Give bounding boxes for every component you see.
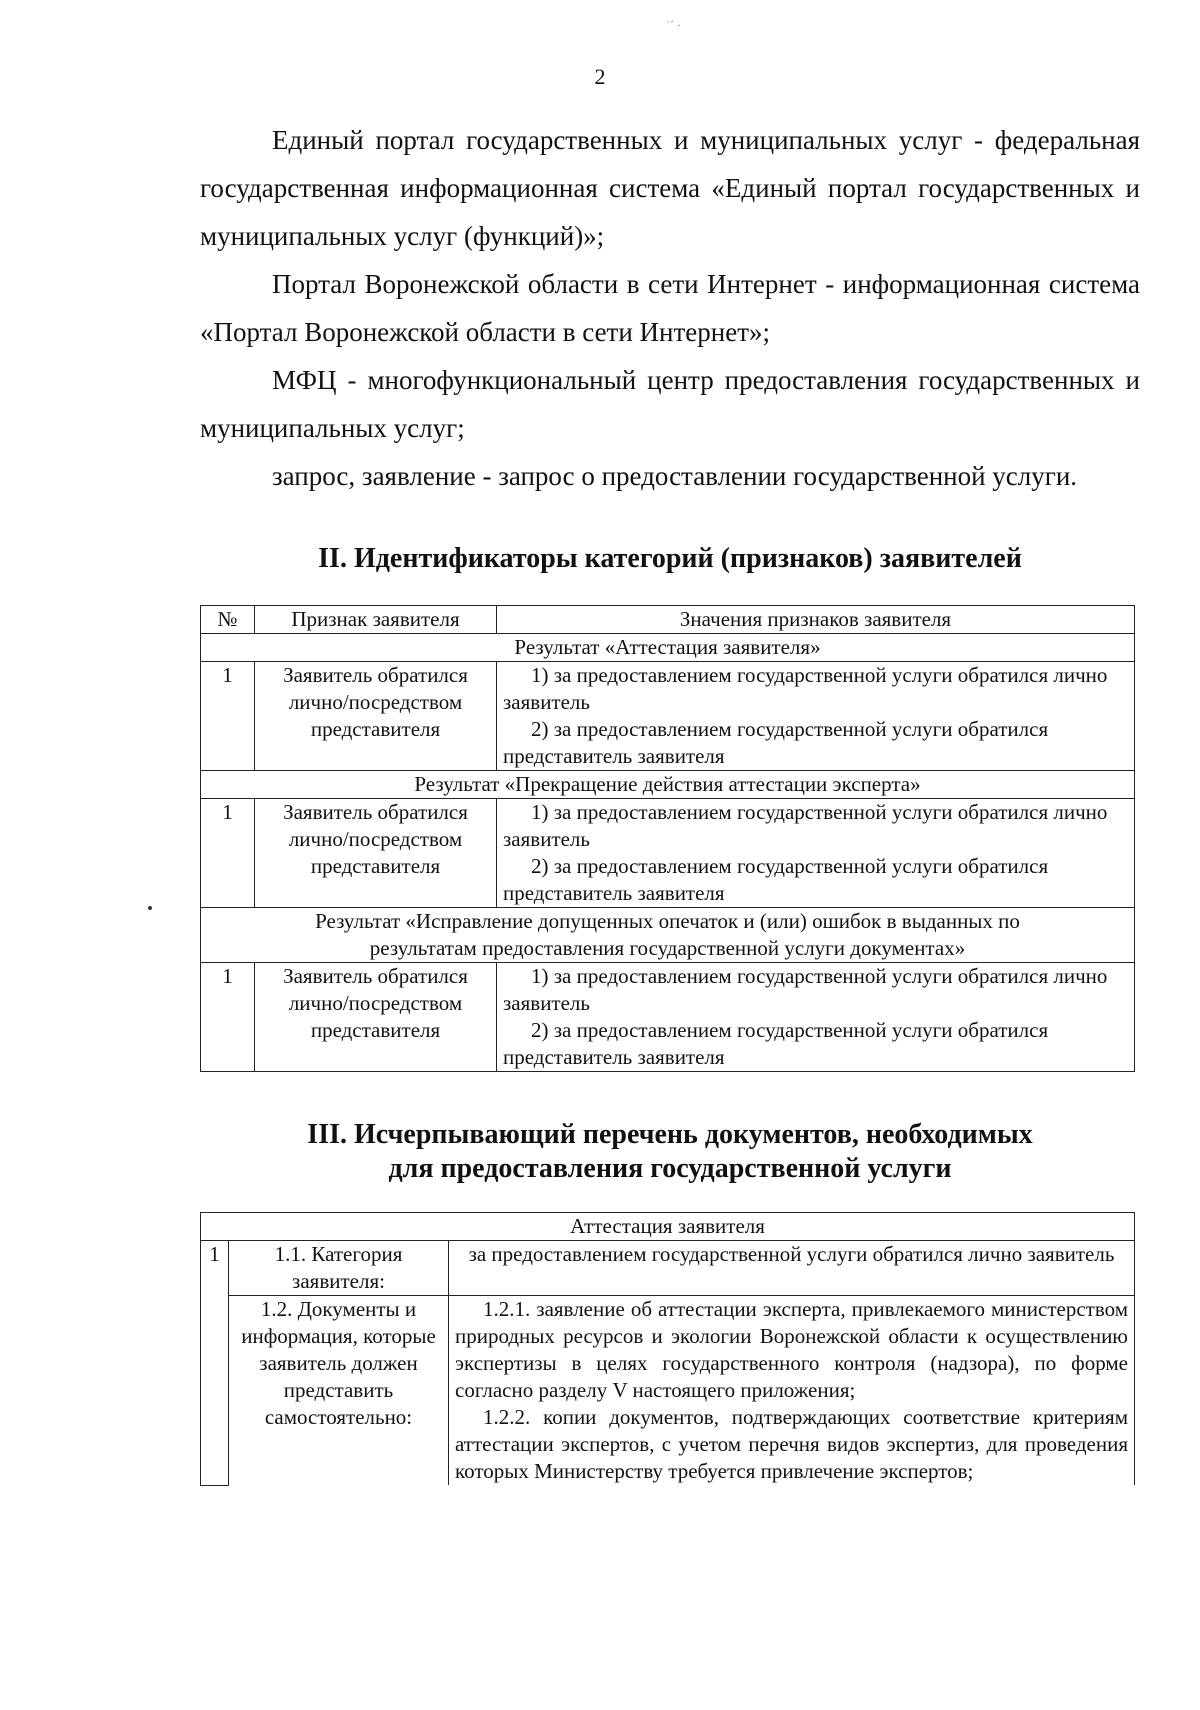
- table-row: [201, 799, 1135, 908]
- column-header-sign: Признак заявителя: [255, 606, 497, 634]
- row-number: 1: [201, 662, 255, 771]
- section-3-heading: [200, 1118, 1140, 1186]
- table-row: [201, 1296, 1135, 1486]
- result-title: Результат «Исправление допущенных опечаток и (или) ошибок в выданных по результатам предоставления государственной услуги документах»: [201, 908, 1135, 963]
- intro-paragraph: МФЦ - многофункциональный центр предоставления государственных и муниципальных услуг;: [200, 365, 1140, 443]
- column-header-number: №: [201, 606, 255, 634]
- documents-table: [200, 1212, 1135, 1486]
- sign-value: 1) за предоставлением государственной услуги обратился лично заявитель: [503, 800, 1108, 851]
- sign-values: [497, 662, 1135, 771]
- sign-value: 1) за предоставлением государственной услуги обратился лично заявитель: [503, 964, 1108, 1015]
- section-3-heading-line: III. Исчерпывающий перечень документов, необходимых: [307, 1119, 1033, 1150]
- table-row: [201, 963, 1135, 1072]
- intro-paragraph: Единый портал государственных и муниципальных услуг - федеральная государственная информационная система «Единый портал государственных и муниципальных услуг (функций)»;: [200, 125, 1140, 251]
- scan-mark: ˙ˊ ·: [666, 18, 681, 32]
- sign-values: [497, 799, 1135, 908]
- table-row: [201, 662, 1135, 771]
- applicant-sign: Заявитель обратился лично/посредством представителя: [255, 799, 497, 908]
- section-3-heading-line: для предоставления государственной услуги: [388, 1153, 952, 1184]
- scan-dot: [148, 906, 152, 910]
- sign-value: 2) за предоставлением государственной услуги обратился представитель заявителя: [503, 1018, 1049, 1069]
- result-row: [201, 771, 1135, 799]
- document-item: 1.2.1. заявление об аттестации эксперта, привлекаемого министерством природных ресурсов и экологии Воронежской области к осуществлению экспертизы в целях государственного контроля (надзора), по форме согласно разделу V настоящего приложения;: [455, 1297, 1128, 1402]
- row-number: 1: [201, 1241, 229, 1486]
- table-header-row: [201, 606, 1135, 634]
- sign-values: [497, 963, 1135, 1072]
- sign-value: 2) за предоставлением государственной услуги обратился представитель заявителя: [503, 854, 1049, 905]
- sign-value: 2) за предоставлением государственной услуги обратился представитель заявителя: [503, 717, 1049, 768]
- page-number: 2: [594, 64, 606, 89]
- result-row: [201, 908, 1135, 963]
- intro-paragraph: запрос, заявление - запрос о предоставлении государственной услуги.: [272, 461, 1078, 491]
- document-item: 1.2.2. копии документов, подтверждающих соответствие критериям аттестации экспертов, с учетом перечня видов экспертиз, для проведения которых Министерству требуется привлечение экспертов;: [455, 1405, 1128, 1483]
- applicant-categories-table: [200, 605, 1135, 1072]
- result-row: [201, 634, 1135, 662]
- result-title: Результат «Аттестация заявителя»: [201, 634, 1135, 662]
- category-label: 1.1. Категория заявителя:: [229, 1241, 449, 1296]
- result-title: Результат «Прекращение действия аттестации эксперта»: [201, 771, 1135, 799]
- category-value: за предоставлением государственной услуги обратился лично заявитель: [449, 1241, 1135, 1296]
- row-number: 1: [201, 799, 255, 908]
- intro-paragraph: Портал Воронежской области в сети Интернет - информационная система «Портал Воронежской области в сети Интернет»;: [200, 269, 1140, 347]
- intro-text: [200, 116, 1140, 500]
- applicant-sign: Заявитель обратился лично/посредством представителя: [255, 662, 497, 771]
- sign-value: 1) за предоставлением государственной услуги обратился лично заявитель: [503, 663, 1108, 714]
- section-2-heading: II. Идентификаторы категорий (признаков) заявителей: [318, 543, 1022, 574]
- table-header-row: [201, 1213, 1135, 1241]
- applicant-sign: Заявитель обратился лично/посредством представителя: [255, 963, 497, 1072]
- column-header-values: Значения признаков заявителя: [497, 606, 1135, 634]
- row-number: 1: [201, 963, 255, 1072]
- table-row: [201, 1241, 1135, 1296]
- documents-label: 1.2. Документы и информация, которые заявитель должен представить самостоятельно:: [229, 1296, 449, 1486]
- documents-table-header: Аттестация заявителя: [201, 1213, 1135, 1241]
- documents-list: [449, 1296, 1135, 1486]
